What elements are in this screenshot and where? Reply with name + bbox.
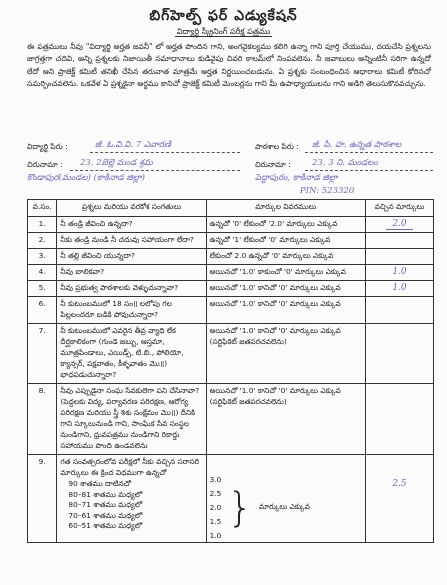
address-value: 23. 2బెల్లె మండ శ్రమ	[80, 158, 153, 168]
row-question: నీ తండ్రి జీవించి ఉన్నదా?	[57, 217, 206, 233]
grade-band: 70–61 శాతము మధ్యలో	[68, 510, 143, 520]
pin-code: PIN: 523320	[300, 186, 355, 196]
scale-value: 1.5	[209, 517, 222, 526]
row-question: నీవు ప్రభుత్వ పాఠశాలకు వెళ్ళుచున్నావా?	[57, 281, 206, 297]
school-label: పాఠశాల పేరు :	[255, 142, 299, 151]
screening-table	[27, 199, 434, 543]
grade-band: 60–51 శాతము మధ్యలో	[68, 521, 143, 530]
row-number: 8.	[28, 384, 57, 455]
table-row	[28, 455, 434, 543]
table-row	[28, 384, 434, 455]
row-score: 2.5	[365, 455, 433, 543]
header-question: ప్రశ్నలు మరియు వరకోశ సంగతులు	[57, 200, 206, 217]
row-marks-detail: ఉన్నచో '0' లేకుంచో '2.0' మార్కులు ఎక్కువ	[206, 217, 365, 233]
row-marks-detail: అయినచో '1.0' కానిచో '0' మార్కులు ఎక్కువ (సర్టిఫికెట్ జతపరచవలెను)	[206, 384, 365, 455]
row-score	[365, 249, 433, 265]
table-row	[28, 249, 434, 265]
grade-band: 90 శాతము దాటినచో	[68, 479, 131, 488]
row-question: నీ తల్లి జీవించి యున్నదా?	[57, 249, 206, 265]
table-row	[28, 265, 434, 281]
scale-value: 1.0	[209, 531, 222, 540]
scale-value: 3.0	[209, 475, 222, 484]
row-number: 2.	[28, 233, 57, 249]
row-question: నీవు బాలికవా?	[57, 265, 206, 281]
row-score	[365, 297, 433, 324]
student-name-label: విద్యార్థి పేరు :	[27, 142, 68, 151]
header-serial: వ.సం.	[28, 200, 57, 217]
row-score	[365, 233, 433, 249]
header-marks-obtained: వచ్చిన మార్కులు	[365, 200, 433, 217]
address2-line	[305, 170, 433, 171]
row-number: 5.	[28, 281, 57, 297]
row-marks-detail	[206, 455, 365, 543]
row-number: 1.	[28, 217, 57, 233]
scale-value: 2.0	[209, 503, 222, 512]
row-question: నీ కుటుంబములో ఎవరైన తీవ్ర వ్యాధి లేక దీర్ఘకాలికంగా (గుండె జబ్బు, ఆస్తమా, మూత్రపిండాలు, ఎయిడ్స్, టి.బి., పోలియో, క్యాన్సర్, పక్షవాతం, కీళ్ళవాతం మొ॥) భాధపడుచున్నారా?	[57, 324, 206, 384]
document-title: బిగ్‌హెల్ప్ ఫర్ ఎడ్యుకేషన్	[149, 8, 298, 24]
row-marks-detail: ఉన్నచో '1' లేకుంచో '0' మార్కులు ఎక్కువ	[206, 233, 365, 249]
brace-symbol: }	[227, 484, 253, 531]
school-line	[305, 152, 433, 153]
table-header-row	[28, 200, 434, 217]
row-number: 9.	[28, 455, 57, 543]
table-row	[28, 281, 434, 297]
row-marks-detail: అయినచో '1.0' కాకుంచో '0' మార్కులు ఎక్కువ	[206, 265, 365, 281]
student-name-value: జీ. ఓ.వి.వి. 7 ఎవారణి	[95, 140, 171, 150]
row-score	[365, 384, 433, 455]
address-line	[70, 170, 240, 171]
table-row	[28, 324, 434, 384]
address2-label: చిరునామా :	[255, 160, 291, 169]
header-marks-detail: మార్కుల వివరములు	[206, 200, 365, 217]
row-marks-detail: అయినచో '1.0' కానిచో '0' మార్కులు ఎక్కువ	[206, 281, 365, 297]
row-number: 4.	[28, 265, 57, 281]
row-number: 7.	[28, 324, 57, 384]
row-marks-detail: అయినచో '1.0' కానిచో '0' మార్కులు ఎక్కువ	[206, 297, 365, 324]
row-score	[365, 324, 433, 384]
row-question: నీవు ఎప్పుడైనా సంఘ సేవకులెగా పని చేసినావా? (పెద్దలకు విద్య, పర్యావరణ పరిరక్షణ, ఆరోగ్య పరిరక్షణ మరియు స్త్రీ శిశు సంక్షేమం మొ॥) దీనికి గాని స్కూలునుండి గాని, సాంఘిక సేవ సంస్థల నుండిగాని, ధ్రువపత్రము నుండిగాని రికార్డు సహాయము పొంది ఉండవలెను	[57, 384, 206, 455]
row-marks-detail: అయినచో '1.0' కానిచో '0' మార్కులు ఎక్కువ (సర్టిఫికెట్ జతపరచవలెను)	[206, 324, 365, 384]
row-marks-detail: లేకుంచో 2.0 ఉన్నచో '0' మార్కులు ఎక్కువ	[206, 249, 365, 265]
table-row	[28, 297, 434, 324]
row-question: నీకు తండ్రి నుండి నీ చదువు సహాయంగా లేదా?	[57, 233, 206, 249]
row-score: 1.0	[365, 281, 433, 297]
row-number: 3.	[28, 249, 57, 265]
address-line2-value: కొండాపుర(మండల) (కాకినాడ జిల్లా)	[27, 173, 145, 183]
row-question-text: గత సంవత్సరంలోవ పరీక్షలో నీకు వచ్చిన సరాసరి మార్కులు ఈ క్రింద విధముగా ఉన్నచో	[60, 457, 200, 477]
row-score: 2.0	[365, 217, 433, 233]
scale-label: మార్కులు ఎక్కువ	[258, 502, 310, 511]
row-number: 6.	[28, 297, 57, 324]
address2-line2-value: పెద్దాపురం, కాకినాడ జిల్లా	[255, 173, 338, 183]
address2-value: 23. 3 ని. మండలం	[312, 158, 378, 168]
school-value: జీ. పి. హ. ఉన్నత పాఠశాల	[312, 140, 402, 150]
address-label: చిరునామా :	[27, 160, 63, 169]
student-name-line	[90, 152, 240, 153]
row-question	[57, 455, 206, 543]
document-subtitle: విద్యార్థి స్క్రీనింగ్ పరీక్ష పత్రము	[176, 27, 271, 36]
row-question: నీ కుటుంబములో 18 సం॥ లలోపు గల పిల్లలందరూ బడికి పోవుచున్నారా?	[57, 297, 206, 324]
table-row	[28, 233, 434, 249]
row-score: 1.0	[365, 265, 433, 281]
scale-value: 2.5	[209, 489, 222, 498]
grade-band: 80–71 శాతము మధ్యలో	[68, 500, 143, 509]
grade-band: 80–81 శాతము మధ్యలో	[68, 489, 143, 499]
intro-paragraph: ఈ పత్రములు నీవు "విద్యార్థి అర్హత జవనీ" లో అర్హత పొందిన గాని, అంగవైకల్యము కలిగి ఉన్నా గాని పూర్తి చేయుము, దయచేసి ప్రశ్నలను జాగ్రత్తగా చదివి, అన్ని ప్రశ్నలకు నిజాయితీ సమాధానాలు కుడివైపు చివరి కాలమ్‌లో నింపవలెను. నీ జవాబులు అన్నింటినీ సరిగా ఉన్నదో లేదో ఆని ప్రాజెక్ట్ కమిటీ తనిఖీ చేసిన తరువాత మాత్రమే అర్హత నిర్ణయించబడును. ఏ ప్రశ్నకు సంబంధించిన ఆధారాలు కమిటీ కోరినచో సమర్పించవలెను. ఒకవేళ ఏ ప్రశ్నకైనా అర్థము కానిచో ప్రాజెక్ట్ కమిటీ మెంబర్లను గాని మీ ఉపాధ్యాయులను గాని అడిగి తెలుసుకొనవచ్చును.	[27, 42, 431, 88]
table-row	[28, 217, 434, 233]
